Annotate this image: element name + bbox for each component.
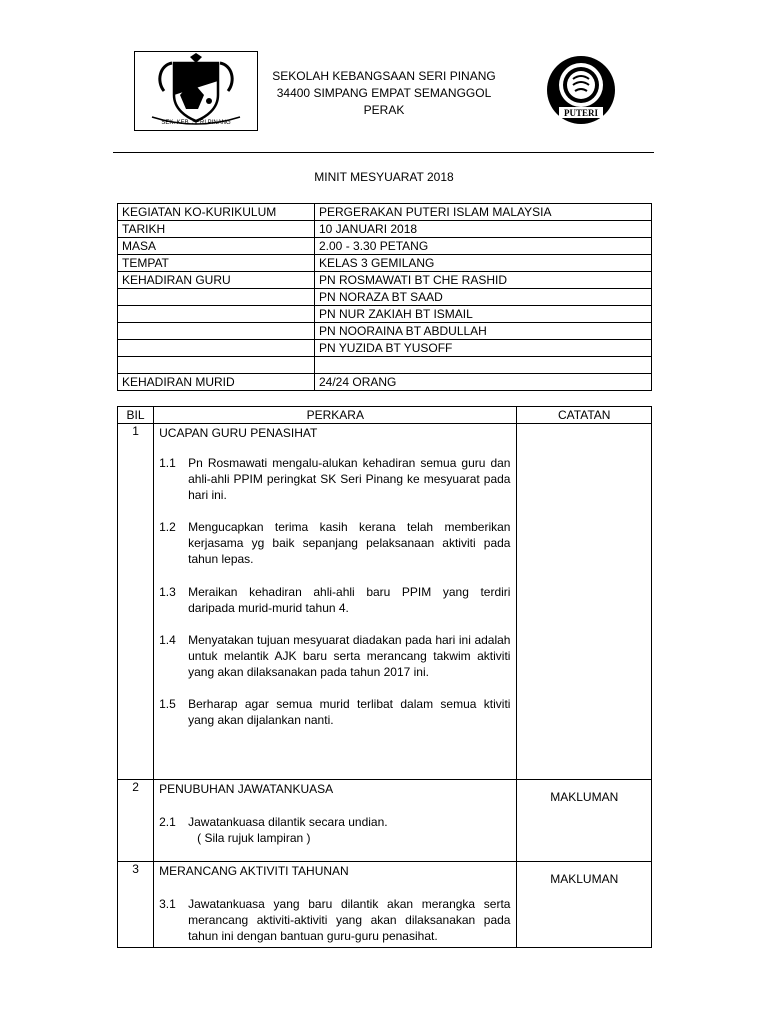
info-label: TEMPAT <box>118 255 315 272</box>
row-bil: 2 <box>118 780 154 862</box>
point-number: 2.1 <box>159 815 176 829</box>
point-text: Mengucapkan terima kasih kerana telah memberikan kerjasama yg baik sepanjang pelaksanaan aktiviti pada tahun lepas. <box>188 520 511 566</box>
info-value: PN NORAZA BT SAAD <box>315 289 652 306</box>
point-text: Menyatakan tujuan mesyuarat diadakan pada hari ini adalah untuk melantik AJK baru serta merancang takwim aktiviti yang akan dilaksanakan pada tahun 2017 ini. <box>188 633 511 679</box>
section-title: PENUBUHAN JAWATANKUASA <box>159 782 334 796</box>
info-label: KEHADIRAN GURU <box>118 272 315 289</box>
info-value: PN ROSMAWATI BT CHE RASHID <box>315 272 652 289</box>
row-perkara <box>154 780 517 862</box>
row-perkara <box>154 862 517 948</box>
info-label <box>118 340 315 357</box>
table-row <box>118 862 652 948</box>
header-divider <box>113 152 654 153</box>
meeting-info-table <box>117 203 652 391</box>
meeting-items-table <box>117 406 652 948</box>
row-catatan <box>517 780 652 862</box>
info-value: PN YUZIDA BT YUSOFF <box>315 340 652 357</box>
row-catatan <box>517 424 652 780</box>
point-item <box>159 632 510 680</box>
table-row <box>118 780 652 862</box>
info-value: PN NOORAINA BT ABDULLAH <box>315 323 652 340</box>
info-label: MASA <box>118 238 315 255</box>
point-item <box>159 519 510 567</box>
point-text: Berharap agar semua murid terlibat dalam semua ktiviti yang akan dijalankan nanti. <box>188 697 511 727</box>
point-number: 3.1 <box>159 897 176 911</box>
info-label <box>118 306 315 323</box>
header-perkara: PERKARA <box>154 407 517 424</box>
table-row <box>118 289 652 306</box>
point-text: Pn Rosmawati mengalu-alukan kehadiran semua guru dan ahli-ahli PPIM peringkat SK Seri Pinang ke mesyuarat pada hari ini. <box>188 456 511 502</box>
puteri-logo-text: PUTERI <box>563 108 599 118</box>
table-row <box>118 272 652 289</box>
info-value: 10 JANUARI 2018 <box>315 221 652 238</box>
catatan-label: MAKLUMAN <box>550 872 619 886</box>
table-row <box>118 323 652 340</box>
table-row <box>118 424 652 780</box>
info-value: 24/24 ORANG <box>315 374 652 391</box>
point-note: ( Sila rujuk lampiran ) <box>197 831 311 845</box>
info-label: KEHADIRAN MURID <box>118 374 315 391</box>
table-row <box>118 238 652 255</box>
header-bil: BIL <box>118 407 154 424</box>
info-value: KELAS 3 GEMILANG <box>315 255 652 272</box>
crest-motto-text: SEK. KEB. SERI PINANG <box>161 120 231 126</box>
info-label: TARIKH <box>118 221 315 238</box>
point-text: Meraikan kehadiran ahli-ahli baru PPIM yang terdiri daripada murid-murid tahun 4. <box>188 585 511 615</box>
items-header-row <box>118 407 652 424</box>
point-item <box>159 814 510 830</box>
school-header <box>250 68 518 119</box>
point-item <box>159 696 510 728</box>
point-item <box>159 455 510 503</box>
info-value: 2.00 - 3.30 PETANG <box>315 238 652 255</box>
row-bil: 3 <box>118 862 154 948</box>
point-number: 1.5 <box>159 697 176 711</box>
row-perkara <box>154 424 517 780</box>
point-item <box>159 584 510 616</box>
table-row <box>118 374 652 391</box>
info-label <box>118 289 315 306</box>
catatan-label: MAKLUMAN <box>550 790 619 804</box>
table-row <box>118 204 652 221</box>
puteri-logo <box>546 55 616 125</box>
school-crest-logo <box>134 51 258 131</box>
point-item <box>159 896 510 944</box>
info-value: PN NUR ZAKIAH BT ISMAIL <box>315 306 652 323</box>
row-catatan <box>517 862 652 948</box>
school-address: 34400 SIMPANG EMPAT SEMANGGOL <box>276 86 492 100</box>
school-state: PERAK <box>363 103 405 117</box>
point-text: Jawatankuasa dilantik secara undian. <box>188 815 388 829</box>
section-title: MERANCANG AKTIVITI TAHUNAN <box>159 864 349 878</box>
point-number: 1.3 <box>159 585 176 599</box>
table-row <box>118 255 652 272</box>
info-label <box>118 323 315 340</box>
table-row <box>118 357 652 374</box>
row-bil: 1 <box>118 424 154 780</box>
school-name: SEKOLAH KEBANGSAAN SERI PINANG <box>272 69 496 83</box>
table-row <box>118 221 652 238</box>
point-text: Jawatankuasa yang baru dilantik akan merangka serta merancang aktiviti-aktiviti yang akan dilaksanakan pada tahun ini dengan bantuan guru-guru penasihat. <box>188 897 511 943</box>
info-label: KEGIATAN KO-KURIKULUM <box>118 204 315 221</box>
document-title: MINIT MESYUARAT 2018 <box>314 170 454 184</box>
point-number: 1.2 <box>159 520 176 534</box>
info-value: PERGERAKAN PUTERI ISLAM MALAYSIA <box>315 204 652 221</box>
point-number: 1.1 <box>159 456 176 470</box>
info-label <box>118 357 315 374</box>
info-value <box>315 357 652 374</box>
section-title: UCAPAN GURU PENASIHAT <box>159 426 318 440</box>
point-number: 1.4 <box>159 633 176 647</box>
table-row <box>118 306 652 323</box>
table-row <box>118 340 652 357</box>
header-catatan: CATATAN <box>517 407 652 424</box>
